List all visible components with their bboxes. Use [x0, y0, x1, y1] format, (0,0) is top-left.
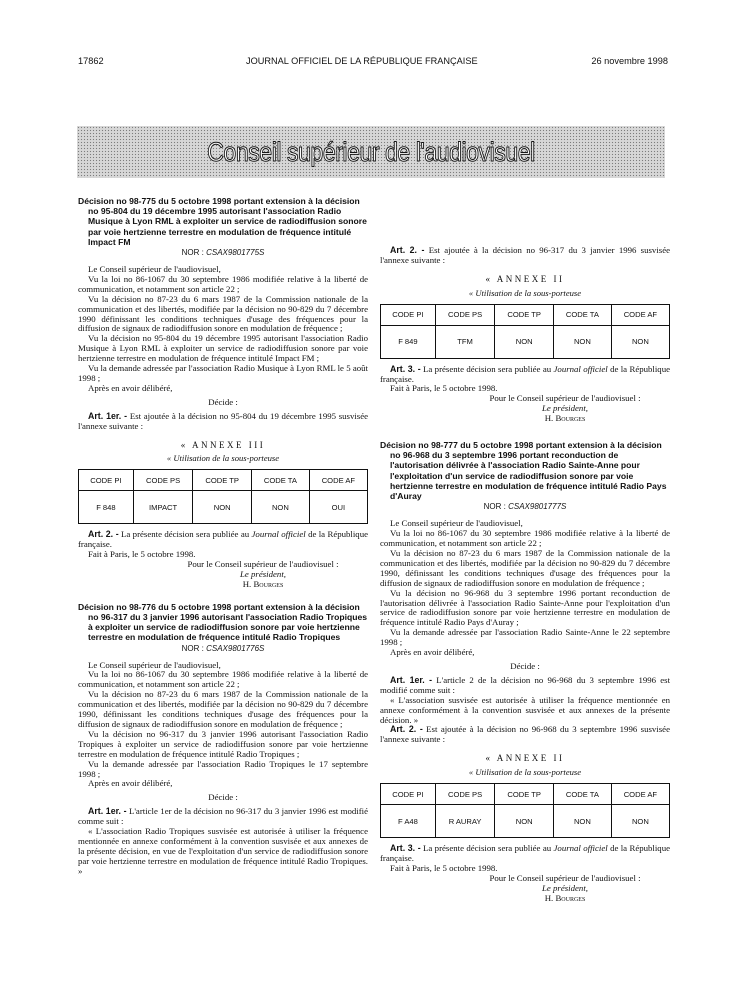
- table-cell: NON: [495, 325, 554, 358]
- paragraph: Vu la demande adressée par l'association Radio Musique à Lyon RML le 5 août 1998 ;: [78, 363, 368, 383]
- table-cell: IMPACT: [133, 491, 193, 524]
- table-header: CODE TP: [495, 304, 554, 325]
- article-label: Art. 2. -: [390, 245, 425, 255]
- paragraph: Vu la décision no 96-968 du 3 septembre 1996 portant reconduction de l'autorisation délivrée à l'association Radio Sainte-Anne pour l'exploitation d'un service de radiodiffusion sonore par voie hertzienne terrestre en modulation de fréquence intitulé Radio Pays d'Auray ;: [380, 587, 670, 628]
- table-row: [381, 325, 670, 358]
- right-column: [380, 246, 670, 903]
- nor-code: CSAX9801776S: [206, 643, 265, 653]
- signature-role: Le président,: [542, 403, 588, 414]
- article-text: Est ajoutée à la décision no 96-968 du 3 septembre 1996 susvisée l'annexe suivante :: [380, 724, 670, 745]
- paragraph: Vu la décision no 95-804 du 19 décembre 1995 autorisant l'association Radio Musique à Lyon RML à exploiter un service de radiodiffusion sonore par voie hertzienne terrestre en modulation de fréquence intitulé Impact FM ;: [78, 333, 368, 364]
- table-header-row: [381, 304, 670, 325]
- table-header: CODE PI: [79, 470, 134, 491]
- article-label: Art. 1er. -: [390, 674, 433, 685]
- nor-line: [78, 644, 368, 653]
- subcarrier-table: [78, 469, 368, 524]
- annexe-heading: « ANNEXE III: [180, 439, 266, 450]
- table-header: CODE TA: [554, 304, 612, 325]
- table-cell: R AURAY: [435, 805, 495, 838]
- article-2: [78, 530, 368, 550]
- table-header: CODE PS: [133, 470, 193, 491]
- done-at: Fait à Paris, le 5 octobre 1998.: [88, 549, 196, 560]
- paragraph: Vu la décision no 87-23 du 6 mars 1987 de la Commission nationale de la communication et des libertés, modifiée par la décision no 90-829 du 7 décembre 1990, définissant les conditions techniques d'usage des fréquences pour la diffusion de signaux de radiodiffusion sonore en modulation de fréquence ;: [380, 548, 670, 588]
- article-quote: « L'association Radio Tropiques susvisée est autorisée à utiliser la fréquence mentionnée en annexe conformément à la convention susvisée et aux annexes de la présente décision, en vue de l'exploitation d'un service de radiodiffusion sonore par voie hertzienne terrestre en modulation de fréquence intitulé Radio Tropiques. »: [78, 826, 368, 876]
- table-header: CODE TA: [252, 470, 310, 491]
- paragraph: Après en avoir délibéré,: [88, 382, 173, 393]
- article-text: de la République française.: [380, 363, 671, 384]
- table-cell: NON: [554, 325, 612, 358]
- page-number: 17862: [78, 56, 104, 66]
- article-text: L'article 1er de la décision no 96-317 du 3 janvier 1996 est modifié comme suit :: [78, 806, 368, 827]
- table-header: CODE PI: [381, 784, 436, 805]
- annexe-heading: « ANNEXE II: [485, 753, 565, 764]
- subcarrier-table: [380, 304, 670, 359]
- article-text: La présente décision sera publiée au: [121, 529, 250, 540]
- table-header: CODE TA: [554, 784, 612, 805]
- table-cell: OUI: [309, 491, 367, 524]
- signature-name: H. Bourges: [544, 892, 586, 903]
- subcarrier-table: [380, 783, 670, 838]
- table-header: CODE TP: [193, 470, 252, 491]
- paragraph: Vu la demande adressée par l'association Radio Tropiques le 17 septembre 1998 ;: [78, 758, 368, 779]
- article-text: Est ajoutée à la décision no 95-804 du 19 décembre 1995 susvisée l'annexe suivante :: [78, 410, 369, 431]
- banner-title: Conseil supérieur de l'audiovisuel: [207, 137, 535, 167]
- table-cell: NON: [611, 805, 669, 838]
- decision-98-776: [78, 602, 368, 877]
- article-label: Art. 3. -: [390, 843, 421, 854]
- nor-label: NOR :: [181, 248, 204, 258]
- nor-label: NOR :: [181, 643, 204, 653]
- table-cell: NON: [554, 805, 612, 838]
- decide-heading: Décide :: [208, 396, 238, 407]
- decide-heading: Décide :: [510, 660, 540, 671]
- signature-role: Le président,: [240, 568, 286, 579]
- table-cell: F 848: [79, 491, 134, 524]
- page-header: [78, 56, 668, 70]
- paragraph: Vu la décision no 87-23 du 6 mars 1987 de la Commission nationale de la communication et des libertés, modifiée par la décision no 90-829 du 7 décembre 1990 définissant les conditions techniques d'usage des fréquences pour la diffusion de signaux de radiodiffusion sonore en modulation de fréquence ;: [78, 293, 368, 334]
- nor-code: CSAX9801777S: [508, 502, 567, 512]
- paragraph: Vu la loi no 86-1067 du 30 septembre 1986 modifiée relative à la liberté de communication, et notamment son article 22 ;: [78, 273, 368, 294]
- annexe-subtitle: « Utilisation de la sous-porteuse: [468, 287, 582, 298]
- article-label: Art. 1er. -: [88, 806, 127, 817]
- table-row: [381, 805, 670, 838]
- article-text: de la République française.: [380, 843, 671, 863]
- left-column: [78, 196, 368, 877]
- article-3: [380, 365, 670, 385]
- done-at: Fait à Paris, le 5 octobre 1998.: [390, 862, 498, 873]
- annexe-heading: « ANNEXE II: [485, 273, 565, 284]
- table-header: CODE PS: [435, 304, 495, 325]
- article-1: [78, 412, 368, 432]
- table-cell: NON: [252, 491, 310, 524]
- table-header: CODE AF: [611, 784, 669, 805]
- table-cell: NON: [495, 805, 554, 838]
- table-cell: TFM: [435, 325, 495, 358]
- journal-title: JOURNAL OFFICIEL DE LA RÉPUBLIQUE FRANÇAISE: [246, 56, 478, 66]
- decision-98-777: [380, 440, 670, 903]
- table-row: [79, 491, 368, 524]
- signature-role: Le président,: [542, 882, 588, 893]
- table-cell: NON: [611, 325, 669, 358]
- signature-line: Pour le Conseil supérieur de l'audiovisuel :: [489, 393, 641, 404]
- article-label: Art. 3. -: [390, 363, 421, 374]
- paragraph: Le Conseil supérieur de l'audiovisuel,: [88, 659, 221, 670]
- table-cell: NON: [193, 491, 252, 524]
- article-2: [380, 246, 670, 266]
- table-header-row: [79, 470, 368, 491]
- table-header: CODE AF: [309, 470, 367, 491]
- done-at: Fait à Paris, le 5 octobre 1998.: [390, 383, 498, 394]
- signature-line: Pour le Conseil supérieur de l'audiovisuel :: [489, 872, 641, 883]
- article-text: La présente décision sera publiée au: [423, 363, 552, 374]
- paragraph: Vu la décision no 96-317 du 3 janvier 1996 autorisant l'association Radio Tropiques à exploiter un service de radiodiffusion sonore par voie hertzienne terrestre en modulation de fréquence intitulé Radio Tropiques ;: [78, 728, 368, 759]
- article-1: [78, 807, 368, 827]
- journal-reference: Journal officiel: [553, 843, 608, 854]
- signature-name: H. Bourges: [242, 578, 284, 589]
- article-label: Art. 2. -: [88, 529, 119, 540]
- article-1: [380, 676, 670, 696]
- annexe-subtitle: « Utilisation de la sous-porteuse: [166, 453, 280, 464]
- article-text: L'article 2 de la décision no 96-968 du 3 septembre 1996 est modifié comme suit :: [380, 674, 671, 695]
- table-header-row: [381, 784, 670, 805]
- article-label: Art. 1er. -: [88, 410, 128, 421]
- article-text: La présente décision sera publiée au: [423, 843, 552, 854]
- table-header: CODE PS: [435, 784, 495, 805]
- issue-date: 26 novembre 1998: [591, 56, 668, 66]
- paragraph: Vu la loi no 86-1067 du 30 septembre 1986 modifiée relative à la liberté de communication, et notamment son article 22 ;: [380, 528, 670, 549]
- nor-line: [380, 502, 670, 511]
- journal-reference: Journal officiel: [251, 529, 306, 540]
- article-2: [380, 725, 670, 745]
- nor-code: CSAX9801775S: [206, 248, 265, 258]
- article-text: Est ajoutée à la décision no 96-317 du 3 janvier 1996 susvisée l'annexe suivante :: [380, 245, 671, 265]
- article-label: Art. 2. -: [390, 724, 423, 735]
- paragraph: Vu la demande adressée par l'association Radio Sainte-Anne le 22 septembre 1998 ;: [380, 627, 670, 648]
- article-3: [380, 844, 670, 864]
- table-header: CODE TP: [495, 784, 554, 805]
- paragraph: Le Conseil supérieur de l'audiovisuel,: [390, 518, 523, 529]
- paragraph: Le Conseil supérieur de l'audiovisuel,: [88, 264, 221, 275]
- table-cell: F A48: [381, 805, 436, 838]
- paragraph: Vu la décision no 87-23 du 6 mars 1987 de la Commission nationale de la communication et des libertés, modifiée par la décision no 90-829 du 7 décembre 1990, définissant les conditions techniques d'usage des fréquences pour la diffusion de signaux de radiodiffusion sonore en modulation de fréquence ;: [78, 689, 368, 730]
- paragraph: Vu la loi no 86-1067 du 30 septembre 1986 modifiée relative à la liberté de communication, et notamment son article 22 ;: [78, 669, 368, 690]
- nor-line: [78, 248, 368, 257]
- table-cell: F 849: [381, 325, 436, 358]
- decision-title: Décision no 98-777 du 5 octobre 1998 portant extension à la décision no 96-968 du 3 septembre 1996 portant reconduction de l'autorisation délivrée à l'association Radio Sainte-Anne pour l'exploitation d'un service de radiodiffusion sonore par voie hertzienne terrestre en modulation de fréquence intitulé Radio Pays d'Auray: [380, 440, 667, 502]
- decision-title: Décision no 98-775 du 5 octobre 1998 portant extension à la décision no 95-804 du 19 décembre 1995 autorisant l'association Radio Musique à Lyon RML à exploiter un service de radiodiffusion sonore par voie hertzienne terrestre en modulation de fréquence intitulé Impact FM: [78, 196, 367, 247]
- article-quote: « L'association susvisée est autorisée à utiliser la fréquence mentionnée en annexe conformément à la convention susvisée et aux annexes de la présente décision. »: [380, 694, 670, 725]
- table-header: CODE PI: [381, 304, 436, 325]
- journal-reference: Journal officiel: [553, 363, 608, 374]
- signature-line: Pour le Conseil supérieur de l'audiovisuel :: [187, 559, 339, 570]
- decision-98-775: [78, 196, 368, 590]
- decision-98-776-continued: [380, 246, 670, 424]
- nor-label: NOR :: [483, 502, 506, 512]
- table-header: CODE AF: [611, 304, 669, 325]
- section-banner: [77, 126, 665, 178]
- decide-heading: Décide :: [208, 792, 238, 803]
- paragraph: Après en avoir délibéré,: [88, 778, 173, 789]
- decision-title: Décision no 98-776 du 5 octobre 1998 portant extension à la décision no 96-317 du 3 janvier 1996 autorisant l'association Radio Tropiques à exploiter un service de radiodiffusion sonore par voie hertzienne terrestre en modulation de fréquence intitulé Radio Tropiques: [78, 601, 368, 643]
- paragraph: Après en avoir délibéré,: [390, 647, 475, 658]
- signature-name: H. Bourges: [544, 413, 586, 424]
- annexe-subtitle: « Utilisation de la sous-porteuse: [468, 767, 582, 778]
- article-text: de la République française.: [78, 529, 369, 550]
